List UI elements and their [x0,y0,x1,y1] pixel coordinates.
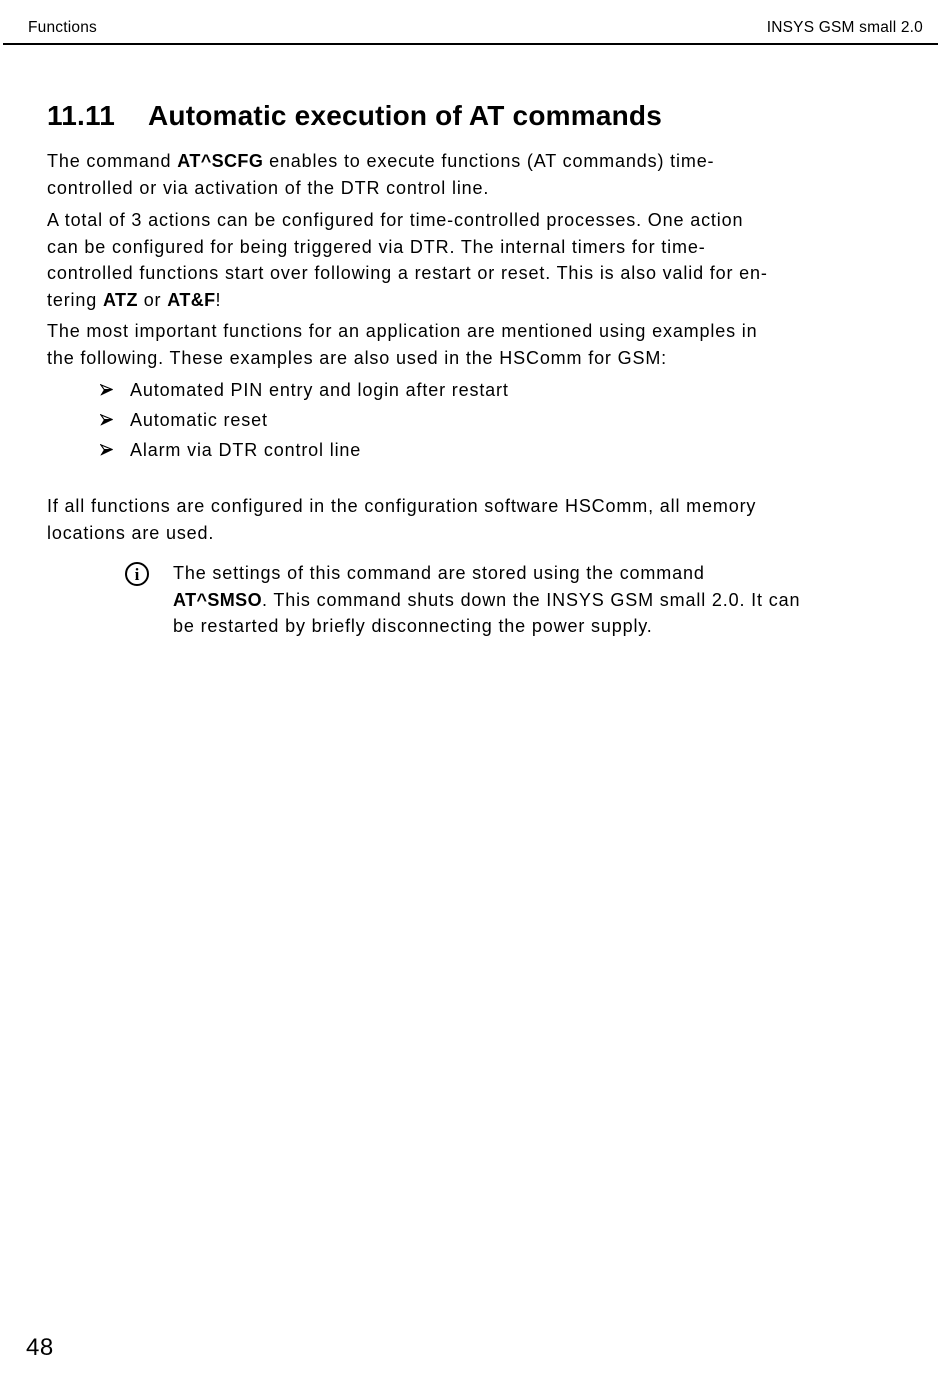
list-item-label: Alarm via DTR control line [130,440,362,460]
section-title: Automatic execution of AT commands [148,100,662,131]
list-item-label: Automated PIN entry and login after restart [130,380,509,400]
list-item [100,375,895,405]
command-name-atscfg: AT^SCFG [177,151,264,171]
section-number: 11.11 [47,100,115,131]
text-run: the following. These examples are also used in the HSComm for GSM: [47,347,668,368]
command-name-atf: AT&F [167,289,216,310]
text-run: The command [47,151,178,171]
text-run: ! [215,289,222,310]
paragraph-memory-locations [47,493,895,546]
header-section-label: Functions [28,19,97,36]
text-run: controlled or via activation of the DTR control line. [47,177,490,198]
text-run: The settings of this command are stored using the command [173,563,705,583]
text-run: tering [47,289,103,310]
text-run: enables to execute functions (AT commands) time- [263,151,715,171]
page-number: 48 [26,1334,54,1361]
paragraph-examples-intro [47,318,895,371]
text-run: If all functions are configured in the configuration software HSComm, all memory [47,496,757,516]
paragraph-actions [47,207,895,313]
list-item-label: Automatic reset [130,410,268,430]
text-run: can be configured for being triggered via DTR. The internal timers for time- [47,236,706,257]
command-name-atsmso: AT^SMSO [173,589,262,610]
info-note [125,560,895,640]
header-product-label: INSYS GSM small 2.0 [766,19,923,36]
header-rule [3,43,938,45]
page-header [0,0,950,37]
list-item [100,435,895,465]
note-text [173,560,800,640]
page-content [47,99,895,640]
text-run: controlled functions start over following a restart or reset. This is also valid for en- [47,263,768,283]
text-run: be restarted by briefly disconnecting the power supply. [173,616,653,636]
list-item [100,405,895,435]
info-icon-glyph: i [134,564,140,584]
arrowhead-bullet-icon [100,444,115,456]
text-run: . This command shuts down the INSYS GSM small 2.0. It can [261,589,801,610]
text-run: locations are used. [47,522,215,543]
text-run: A total of 3 actions can be configured for time-controlled processes. One action [47,210,744,230]
arrowhead-bullet-icon [100,384,115,396]
page-footer [26,1334,54,1362]
section-heading [47,99,895,133]
text-run: or [137,289,168,310]
paragraph-command-intro [47,148,895,201]
text-run: The most important functions for an application are mentioned using examples in [47,321,758,341]
arrowhead-bullet-icon [100,414,115,426]
example-bullet-list [47,375,895,465]
info-icon [125,562,149,586]
command-name-atz: ATZ [102,289,138,310]
